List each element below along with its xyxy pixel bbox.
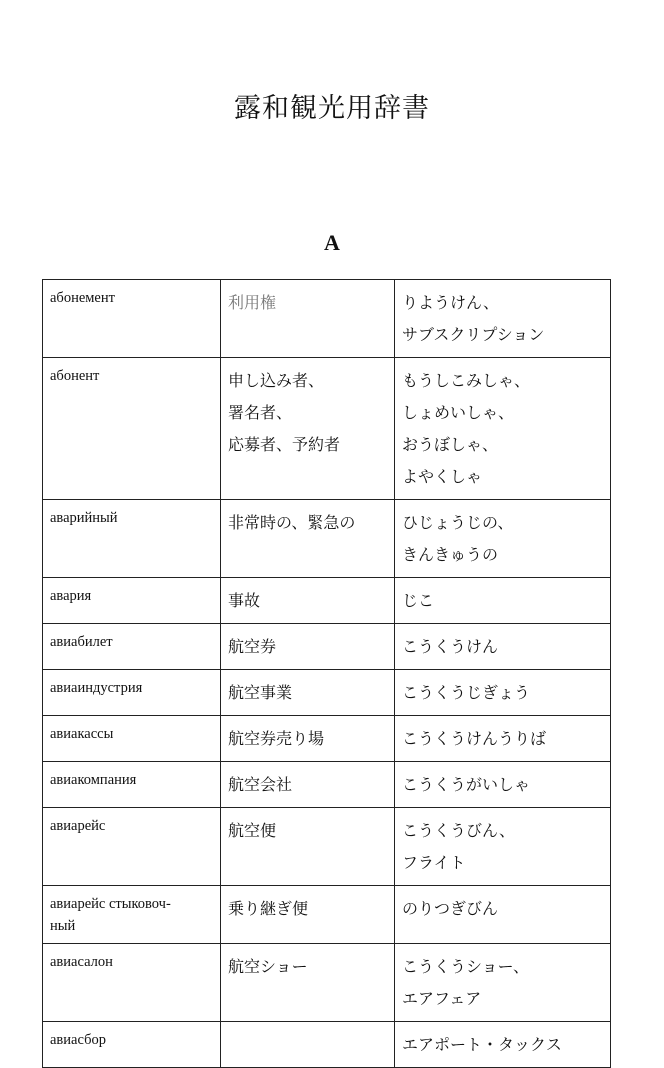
kana-reading-line: こうくうけんうりば — [402, 729, 547, 748]
russian-term-cell — [43, 624, 221, 670]
kanji-term-line: 航空事業 — [228, 683, 293, 702]
kana-reading-line: ひじょうじの、 — [402, 513, 514, 532]
kana-reading-line: よやくしゃ — [402, 467, 483, 486]
russian-term-cell — [43, 670, 221, 716]
table-row — [43, 624, 611, 670]
kana-reading-line: のりつぎびん — [402, 899, 499, 918]
kanji-term-line: 利用権 — [228, 293, 277, 312]
kana-reading-cell — [395, 358, 611, 500]
kanji-term-cell — [221, 624, 395, 670]
russian-term-cell — [43, 280, 221, 358]
kanji-term-cell — [221, 886, 395, 944]
kanji-term-line: 非常時の、緊急の — [228, 513, 356, 532]
kanji-term-line: 署名者、 — [228, 403, 293, 422]
kana-reading-cell — [395, 944, 611, 1022]
russian-term-cell — [43, 358, 221, 500]
kana-reading-cell — [395, 624, 611, 670]
kana-reading-line: もうしこみしゃ、 — [402, 371, 531, 390]
kanji-term-cell — [221, 762, 395, 808]
kanji-term-line: 申し込み者、 — [228, 371, 325, 390]
russian-term-line: ный — [50, 918, 76, 934]
russian-term-line: авиасбор — [50, 1032, 106, 1048]
kana-reading-line: じこ — [402, 591, 435, 610]
kana-reading-line: きんきゅうの — [402, 545, 499, 564]
table-row — [43, 762, 611, 808]
kana-reading-line: こうくうけん — [402, 637, 499, 656]
kana-reading-line: こうくうびん、 — [402, 821, 515, 840]
kanji-term-cell — [221, 1022, 395, 1068]
russian-term-cell — [43, 500, 221, 578]
table-row — [43, 280, 611, 358]
kanji-term-cell — [221, 578, 395, 624]
kanji-term-cell — [221, 280, 395, 358]
kana-reading-cell — [395, 762, 611, 808]
kanji-term-line: 航空券売り場 — [228, 729, 325, 748]
kana-reading-line: りようけん、 — [402, 293, 499, 312]
russian-term-line: абонент — [50, 368, 100, 384]
russian-term-cell — [43, 716, 221, 762]
kana-reading-cell — [395, 280, 611, 358]
kanji-term-cell — [221, 808, 395, 886]
kana-reading-line: しょめいしゃ、 — [402, 403, 515, 422]
kanji-term-cell — [221, 944, 395, 1022]
table-row — [43, 886, 611, 944]
kana-reading-line: サブスクリプション — [402, 325, 545, 344]
kana-reading-cell — [395, 716, 611, 762]
russian-term-line: авиабилет — [50, 634, 113, 650]
table-row — [43, 358, 611, 500]
kana-reading-cell — [395, 1022, 611, 1068]
kanji-term-cell — [221, 500, 395, 578]
kanji-term-cell — [221, 358, 395, 500]
kana-reading-cell — [395, 670, 611, 716]
kana-reading-cell — [395, 886, 611, 944]
russian-term-cell — [43, 944, 221, 1022]
kana-reading-line: こうくうがいしゃ — [402, 775, 531, 794]
kana-reading-cell — [395, 808, 611, 886]
kana-reading-line: こうくうじぎょう — [402, 683, 531, 702]
page-title: 露和観光用辞書 — [234, 93, 430, 124]
kana-reading-line: おうぼしゃ、 — [402, 435, 499, 454]
russian-term-cell — [43, 886, 221, 944]
russian-term-line: авиакомпания — [50, 772, 137, 788]
russian-term-cell — [43, 762, 221, 808]
russian-term-line: абонемент — [50, 290, 115, 306]
table-row — [43, 944, 611, 1022]
table-row — [43, 716, 611, 762]
kanji-term-line: 乗り継ぎ便 — [228, 899, 309, 918]
kanji-term-line: 航空ショー — [228, 957, 308, 976]
russian-term-line: авария — [50, 588, 92, 604]
section-letter: A — [324, 230, 340, 255]
table-row — [43, 808, 611, 886]
kana-reading-cell — [395, 578, 611, 624]
kanji-term-line: 事故 — [228, 591, 261, 610]
kana-reading-line: こうくうショー、 — [402, 957, 530, 976]
russian-term-cell — [43, 808, 221, 886]
kana-reading-line: エアフェア — [402, 989, 482, 1008]
kanji-term-cell — [221, 716, 395, 762]
table-row — [43, 1022, 611, 1068]
russian-term-line: авиакассы — [50, 726, 114, 742]
russian-term-cell — [43, 1022, 221, 1068]
kanji-term-cell — [221, 670, 395, 716]
kana-reading-line: フライト — [402, 853, 466, 872]
russian-term-cell — [43, 578, 221, 624]
dictionary-table-body — [43, 280, 611, 1068]
kana-reading-cell — [395, 500, 611, 578]
kana-reading-line: エアポート・タックス — [402, 1035, 562, 1054]
table-row — [43, 578, 611, 624]
russian-term-line: аварийный — [50, 510, 118, 526]
russian-term-line: авиарейс стыковоч- — [50, 896, 171, 912]
kanji-term-line: 応募者、予約者 — [228, 435, 341, 454]
kanji-term-line: 航空券 — [228, 637, 277, 656]
table-row — [43, 500, 611, 578]
russian-term-line: авиарейс — [50, 818, 106, 834]
kanji-term-line: 航空会社 — [228, 775, 293, 794]
dictionary-table — [42, 279, 611, 1068]
table-row — [43, 670, 611, 716]
russian-term-line: авиаиндустрия — [50, 680, 143, 696]
russian-term-line: авиасалон — [50, 954, 113, 970]
kanji-term-line: 航空便 — [228, 821, 277, 840]
